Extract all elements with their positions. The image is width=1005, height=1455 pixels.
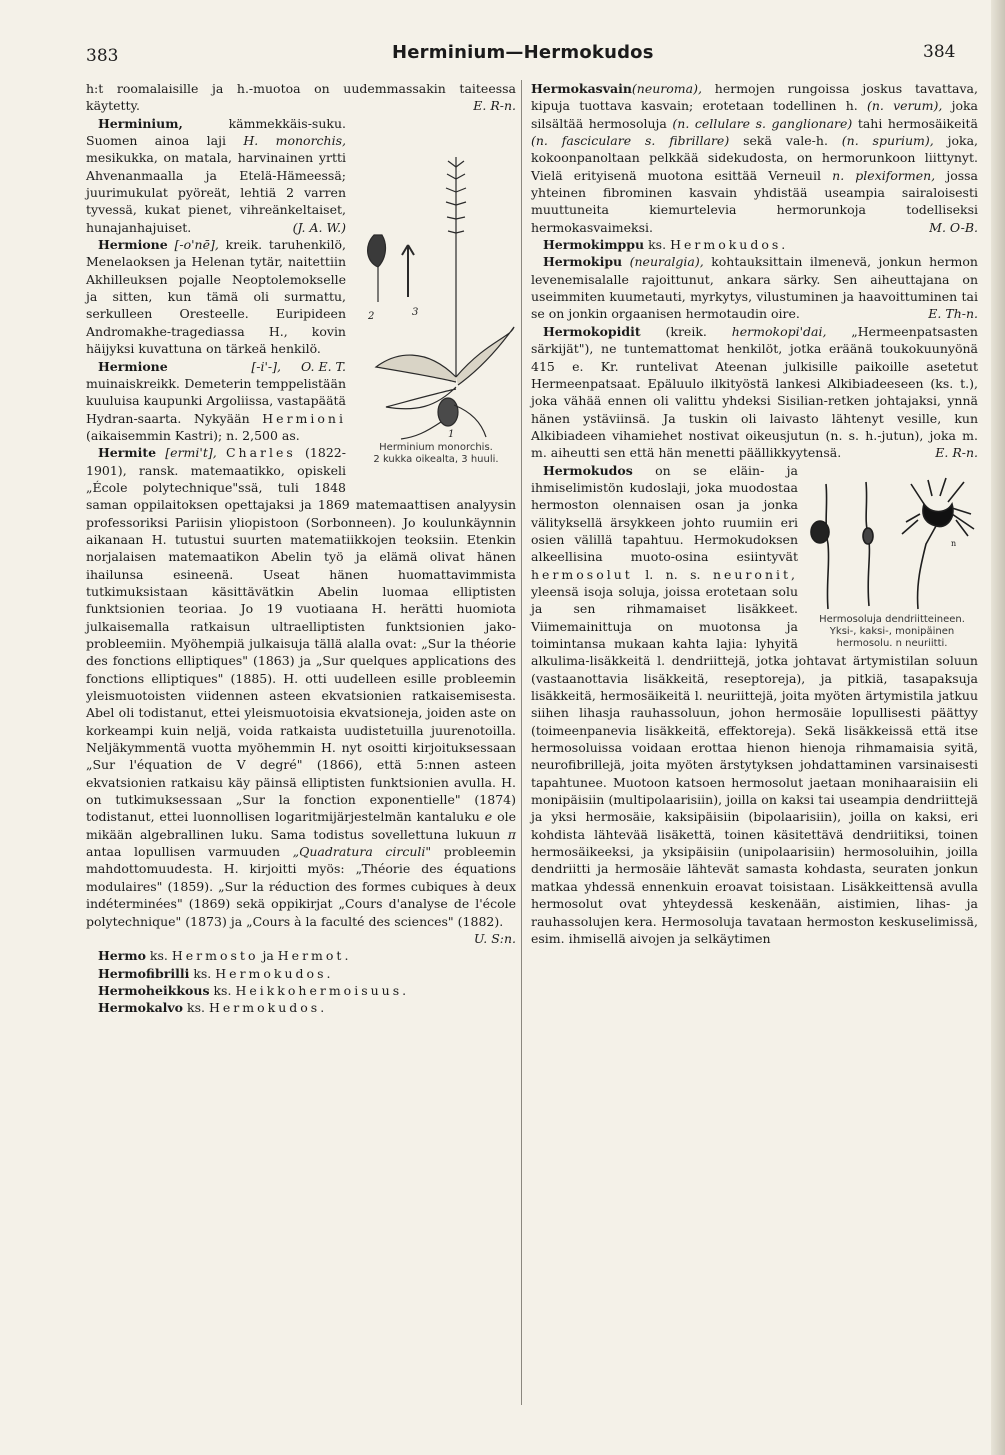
author-signature: O. E. T. [300, 358, 346, 374]
column-divider [521, 80, 522, 1405]
figure-nerve-cells [806, 474, 978, 649]
headword: Hermokipu [543, 254, 623, 270]
figure-label-3: 3 [412, 306, 419, 318]
right-column [531, 80, 978, 947]
entry-hermofibrilli: Hermofibrilli ks. Hermokudos. [98, 965, 334, 981]
author-signature: (J. A. W.) [292, 219, 346, 235]
left-column [86, 80, 516, 1017]
headword: Hermofibrilli [98, 965, 190, 981]
cross-reference[interactable]: Hermot. [277, 948, 352, 964]
headword: Hermite [98, 445, 157, 461]
entry-hermoheikkous: Hermoheikkous ks. Heikkohermoisuus. [98, 982, 410, 998]
entry-hermokipu: Hermokipu (neuralgia), kohtauksittain ilmenevä, jonkun hermon levenemisalalle rajoittunut, ankara särky. Sen aiheuttajana on useimmiten kuumetauti, myrkytys, vilustuminen ja haavoittuminen tai se on jonkin orgaanisen hermotaudin oire. E. Th-n. [531, 254, 978, 322]
cross-reference[interactable]: Hermosto [171, 948, 259, 964]
headword: Hermo [98, 948, 146, 964]
entry-continuation: h:t roomalaisille ja h.-muotoa on uudemmassakin taiteessa käytetty. E. R-n. [86, 81, 516, 114]
headword: Hermione [98, 237, 168, 253]
author-signature: U. S:n. [473, 930, 516, 946]
svg-text:n: n [951, 538, 957, 548]
figure-herminium [356, 137, 516, 477]
headword: Hermokalvo [98, 1000, 184, 1016]
headword: Hermokimppu [543, 237, 645, 253]
entry-hermione-myth: Hermione [-o'nē], kreik. taruhenkilö, Menelaoksen ja Helenan tytär, naitettiin Akhilleuksen pojalle Neoptolemokselle ja sitten, kun tämä oli surmattu, serkulleen Oresteelle. Euripideen Andromakhe-tragediassa H., kovin häijyksi kuvattuna on tärkeä henkilö. O. E. T. [86, 237, 346, 374]
figure-caption: Herminium monorchis. 2 kukka oikealta, 3 huuli. [373, 441, 499, 465]
herminium-illustration [356, 137, 516, 442]
figure-label-2: 2 [368, 310, 375, 322]
page-number-right: 384 [923, 42, 956, 62]
headword: Hermoheikkous [98, 982, 210, 998]
entry-herminium: Herminium, kämmekkäis-suku. Suomen ainoa laji H. monorchis, mesikukka, on matala, harvinainen yrtti Ahvenanmaalla ja Etelä-Hämeessä; juurimukulat pyöreät, lehtiä 2 varren tyvessä, kukat pienet, vihreänkeltaiset, hunajanhajuiset. (J. A. W.) [86, 115, 346, 235]
entry-hermokudos: Hermokudos on se eläin- ja ihmiselimistön kudoslaji, joka muodostaa hermoston olennaisen osan ja jonka välityksellä ärsykkeen johto ruumiin eri osien välillä tapahtuu. Hermokudoksen alkeellisina muoto-osina esiintyvät hermosolut l. n. s. neuronit, yleensä isoja soluja, joissa erotetaan solu ja sen rihmamaiset lisäkkeet. Viimemainittuja on muotonsa ja toimintansa mukaan kahta lajia: lyhyitä alkulima-lisäkkeitä l. dendriittejä, jotka johtavat ärtymistilan soluun (vastaanottavia lisäkkeitä, reseptoreja), ja pitkiä, tasapaksuja lisäkkeitä, hermosäikeitä l. neuriittejä, joita myöten ärtymistila jatkuu siihen lihasja rauhassoluun, johon hermosäie lopullisesti päättyy (toimeenpanevia lisäkkeitä, effektoreja). Sekä lisäkkeissä että itse hermosoluissa voidaan erottaa hienon hienoja rihmamaisia syitä, neurofibrillejä, joita myöten ärstytyksen johdattaminen varsinaisesti tapahtunee. Muotoon katsoen hermosolut jaetaan monihaaraisiin eli monipäisiin (multipolaarisiin), joilla on kaksi tai useampia dendriittejä ja yksi hermosäie, kaksipäisiin (bipolaarisiin), joilla on kaksi, eri kohdista lähtevää lisäkettä, toinen käsitettävä dendriitiksi, toinen hermosäikeeksi, ja yksipäisiin (unipolaarisiin) hermosoluihin, joilla dendriitti ja hermosäie lähtevät samasta kohdasta, seuraten jonkun matkaa yhdessä ennenkuin eroavat toisistaan. Lisäkkeittensä avulla hermosolut ovat yhteydessä keskenään, aistimien, lihas- ja rauhassolujen kera. Hermosoluja tavataan hermoston keskuselimissä, esim. ihmisellä aivojen ja selkäytimen [531, 462, 978, 946]
entry-hermokimppu: Hermokimppu ks. Hermokudos. [543, 237, 789, 253]
headword: Hermokasvain [531, 81, 632, 96]
entry-hermokasvain: Hermokasvain(neuroma), hermojen rungoissa joskus tavattava, kipuja tuottava kasvain; erotetaan todellinen h. (n. verum), joka silsältää hermosoluja (n. cellulare s. ganglionare) tahi hermosäikeitä (n. fasciculare s. fibrillare) sekä vale-h. (n. spurium), joka, kokoonpanoltaan pelkkää sidekudosta, on hermorunkoon liittynyt. Vielä erityisenä muotona esittää Verneuil n. plexiformen, jossa yhteinen fibrominen kasvain yhdistää useampia sairaloisesti muuttuneita kiemurtelevia hermorunkoja todelliseksi hermokasvaimeksi. M. O-B. [531, 81, 978, 235]
author-signature: M. O-B. [929, 219, 978, 235]
figure-label-1: 1 [448, 428, 455, 440]
entry-hermokopidit: Hermokopidit (kreik. hermokopi'dai, „Hermeenpatsasten särkijät"), ne tuntemattomat henkilöt, jotka eräänä toukokuunyönä 415 e. Kr. runtelivat Ateenan julkisille paikoille asetetut Hermeenpatsaat. Epäluulo ilkityöstä lankesi Alkibiadeeseen (ks. t.), joka vähää ennen oli valittu yhdeksi Sisilian-retken johtajaksi, ynnä hänen ystäviinsä. Ja tuskin oli laivasto lähtenyt vesille, kun Alkibiadeen vihamiehet nostivat oikeusjutun (n. s. h.-jutun), joka m. m. aiheutti sen että hän menetti päällikkyytensä. E. R-n. [531, 323, 978, 461]
entry-hermite: Hermite [ermi't], Charles (1822-1901), ransk. matemaatikko, opiskeli „École polytechnique"ssä, tuli 1848 saman oppilaitoksen opettajaksi ja 1869 matemaattisen analyysin professoriksi Pariisin yliopistoon (Sorbonneen). Jo koulunkäynnin aikanaan H. tutustui suurten matematiikkojen teoksiin. Etenkin norjalaisen matemaatikon Abelin työ ja elämä olivat hänen ihailunsa esineenä. Useat hänen huomattavimmista tutkimuksistaan käsittävätkin Abelin luomaa elliptisten funktsionien teoriaa. Jo 19 vuotiaana H. herätti huomiota julkaisemalla ratkaisun ultraelliptisten funktsionien jako-probleemiin. Myöhempiä julkaisuja tällä alalla ovat: „Sur la théorie des fonctions elliptiques" (1863) ja „Sur quelques applications des fonctions elliptiques" (1885). H. otti uudelleen esille probleemin yleismuotoisten viidennen asteen ekvatsionien ratkaisemisesta. Abel oli todistanut, ettei yleismuotoisia ekvatsioneja, joiden aste on korkeampi kuin neljä, voida ratkaista uudistetuilla juurenotoilla. Neljäkymmentä vuotta myöhemmin H. nyt osoitti kirjoituksessaan „Sur l'équation de V degré" (1866), että 5:nnen asteen ekvatsionien ratkaisu käy päinsä elliptisten funktsionien avulla. H. on tutkimuksessaan „Sur la fonction exponentielle" (1874) todistanut, ettei luonnollisen logaritmijärjestelmän kantaluku e ole mikään algebrallinen luku. Sama todistus sovellettuna lukuun π antaa lopullisen varmuuden „Quadratura circuli" probleemin mahdottomuudesta. H. kirjoitti myös: „Théorie des équations modulaires" (1859). „Sur la réduction des formes cubiques à deux indéterminées" (1869) sekä oppikirjat „Cours d'analyse de l'école polytechnique" (1873) ja „Cours à la faculté des sciences" (1882). U. S:n. [86, 445, 516, 946]
entry-hermo: Hermo ks. Hermosto ja Hermot. [98, 948, 352, 964]
author-signature: E. R-n. [473, 98, 516, 114]
cross-reference[interactable]: Hermokudos. [215, 965, 334, 981]
headword: Herminium, [98, 115, 183, 131]
entry-hermione-city: Hermione [-i'-], muinaiskreikk. Demeterin temppelistään kuuluisa kaupunki Argoliissa, vastapäätä Hydran-saarta. Nykyään Hermioni (aikaisemmin Kastri); n. 2,500 as. [86, 358, 346, 443]
headword: Hermione [98, 358, 168, 374]
running-title: Herminium—Hermokudos [392, 42, 654, 63]
nerve-cells-illustration [806, 474, 978, 614]
entry-hermokalvo: Hermokalvo ks. Hermokudos. [98, 1000, 328, 1016]
page-number-left: 383 [86, 46, 119, 66]
headword: Hermokopidit [543, 323, 641, 339]
page-binding-edge [991, 0, 1005, 1455]
cross-reference[interactable]: Hermokudos. [670, 237, 789, 253]
figure-caption: Hermosoluja dendriitteineen. Yksi-, kaksi-, monipäinen hermosolu. n neuriitti. [819, 613, 965, 649]
cross-reference[interactable]: Heikkohermoisuus. [235, 982, 410, 998]
cross-reference[interactable]: Hermokudos. [208, 1000, 328, 1016]
page-header [0, 40, 1005, 70]
author-signature: E. R-n. [935, 445, 978, 461]
headword: Hermokudos [543, 462, 633, 478]
author-signature: E. Th-n. [928, 306, 978, 322]
